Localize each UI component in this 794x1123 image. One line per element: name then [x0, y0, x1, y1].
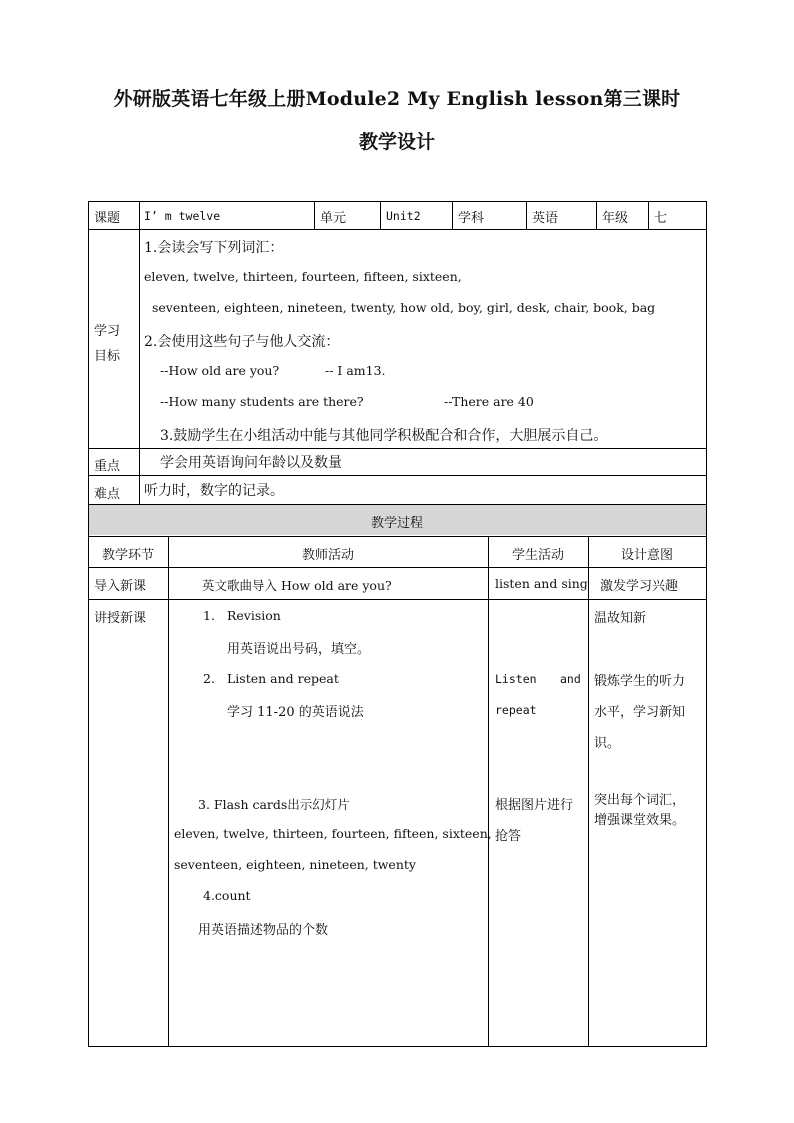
- purpose-highlight-line-2: 增强课堂效果。: [594, 813, 686, 828]
- count-desc: 用英语描述物品的个数: [198, 923, 329, 938]
- intro-stage: 导入新课: [94, 579, 147, 594]
- purpose-highlight-line-1: 突出每个词汇，: [594, 793, 686, 808]
- table-line: [168, 536, 169, 1047]
- table-line: [139, 201, 140, 505]
- table-line: [526, 201, 527, 229]
- flash-cards-item: 3. Flash cards出示幻灯片: [198, 797, 350, 812]
- objective-question-age: --How old are you?: [160, 363, 280, 378]
- student-and: and: [560, 672, 581, 686]
- key-point-label: 重点: [94, 459, 121, 474]
- objectives-label-line2: 目标: [94, 349, 121, 364]
- purpose-train-line-3: 识。: [594, 736, 621, 751]
- flash-cards-words-1: eleven, twelve, thirteen, fourteen, fifteen, sixteen,: [174, 826, 492, 841]
- table-line: [88, 475, 707, 476]
- subject-label: 学科: [458, 211, 485, 226]
- topic-value: I’ m twelve: [144, 209, 221, 223]
- column-header-stage: 教学环节: [101, 548, 154, 563]
- table-line: [588, 536, 589, 1047]
- subject-value: 英语: [532, 211, 559, 226]
- unit-label: 单元: [320, 211, 347, 226]
- table-border-bottom: [88, 1046, 707, 1047]
- count-item: 4.count: [203, 888, 251, 903]
- table-line: [88, 448, 707, 449]
- student-picture-line-1: 根据图片进行: [495, 798, 574, 813]
- difficulty-value: 听力时，数字的记录。: [144, 483, 284, 499]
- purpose-train-line-2: 水平，学习新知: [594, 705, 686, 720]
- table-border-left: [88, 201, 89, 1047]
- table-line: [88, 504, 707, 505]
- table-line: [88, 536, 707, 537]
- revision-title: Revision: [227, 608, 281, 623]
- key-point-value: 学会用英语询问年龄以及数量: [160, 455, 342, 471]
- column-header-teacher: 教师活动: [301, 548, 354, 563]
- document-subtitle: 教学设计: [358, 131, 435, 153]
- listen-repeat-number: 2.: [203, 671, 215, 686]
- process-header: 教学过程: [370, 516, 423, 531]
- listen-repeat-desc: 学习 11-20 的英语说法: [227, 705, 364, 720]
- table-line: [314, 201, 315, 229]
- objectives-label-line1: 学习: [94, 324, 121, 339]
- student-listen: Listen: [495, 672, 537, 686]
- purpose-train-line-1: 锻炼学生的听力: [594, 674, 686, 689]
- objective-vocab-line-2: seventeen, eighteen, nineteen, twenty, how old, boy, girl, desk, chair, book, bag: [152, 300, 656, 315]
- objective-answer-age: -- I am13.: [325, 363, 386, 378]
- intro-student-activity: listen and sing: [495, 576, 588, 591]
- document-title: 外研版英语七年级上册Module2 My English lesson第三课时: [113, 88, 681, 110]
- table-line: [88, 567, 707, 568]
- student-repeat: repeat: [495, 703, 537, 717]
- student-picture-line-2: 抢答: [495, 829, 522, 844]
- new-lesson-stage: 讲授新课: [94, 611, 147, 626]
- revision-number: 1.: [203, 608, 215, 623]
- revision-desc: 用英语说出号码，填空。: [227, 642, 371, 657]
- objective-vocab-line-1: eleven, twelve, thirteen, fourteen, fifteen, sixteen,: [144, 269, 462, 284]
- objective-heading-3: 3.鼓励学生在小组活动中能与其他同学积极配合和合作，大胆展示自己。: [160, 428, 608, 444]
- table-line: [596, 201, 597, 229]
- column-header-purpose: 设计意图: [620, 548, 673, 563]
- unit-value: Unit2: [386, 209, 421, 223]
- table-line: [488, 536, 489, 1047]
- purpose-review: 温故知新: [594, 611, 647, 626]
- table-line: [88, 599, 707, 600]
- objective-heading-1: 1.会读会写下列词汇：: [144, 240, 284, 256]
- objective-heading-2: 2.会使用这些句子与他人交流：: [144, 334, 340, 350]
- intro-purpose: 激发学习兴趣: [600, 579, 679, 594]
- grade-value: 七: [654, 211, 668, 226]
- table-border-right: [706, 201, 707, 1047]
- table-border-top: [88, 201, 707, 202]
- intro-teacher-activity: 英文歌曲导入 How old are you?: [202, 578, 392, 593]
- objective-answer-count: --There are 40: [444, 394, 534, 409]
- flash-cards-words-2: seventeen, eighteen, nineteen, twenty: [174, 857, 416, 872]
- table-line: [648, 201, 649, 229]
- table-line: [88, 229, 707, 230]
- listen-repeat-title: Listen and repeat: [227, 671, 339, 686]
- grade-label: 年级: [602, 211, 629, 226]
- difficulty-label: 难点: [94, 487, 121, 502]
- topic-label: 课题: [94, 211, 121, 226]
- table-line: [452, 201, 453, 229]
- objective-question-count: --How many students are there?: [160, 394, 364, 409]
- table-line: [380, 201, 381, 229]
- column-header-student: 学生活动: [511, 548, 564, 563]
